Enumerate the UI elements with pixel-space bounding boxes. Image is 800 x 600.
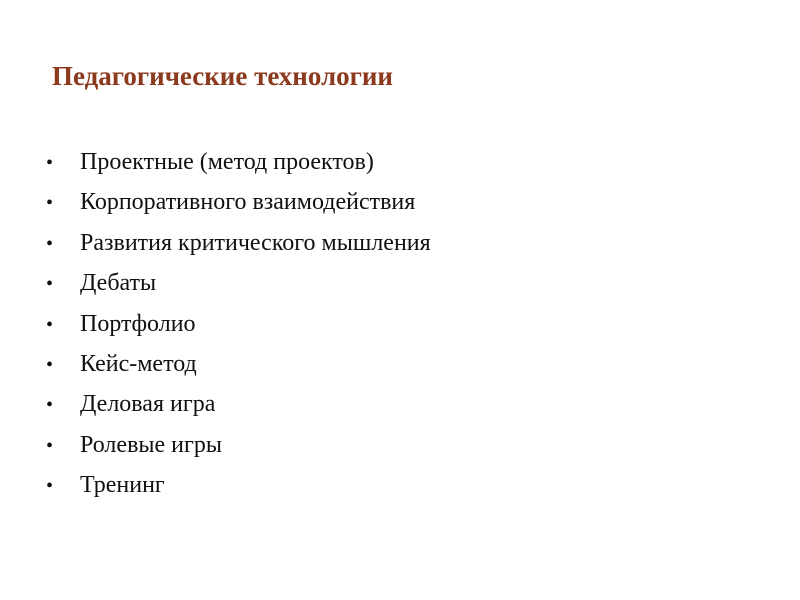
list-item-text: Портфолио — [80, 310, 196, 337]
bullet-dot-icon: • — [46, 434, 54, 457]
list-item — [46, 344, 431, 384]
bullet-dot-icon: • — [46, 394, 54, 417]
list-item-text: Ролевые игры — [80, 431, 222, 458]
list-item — [46, 465, 431, 505]
bullet-dot-icon: • — [46, 152, 54, 174]
bullet-dot-icon: • — [46, 192, 54, 215]
list-item-text: Кейс-метод — [80, 350, 197, 377]
bullet-list — [46, 142, 431, 506]
list-item — [46, 142, 431, 182]
bullet-dot-icon: • — [46, 313, 54, 336]
bullet-dot-icon: • — [46, 232, 54, 255]
bullet-dot-icon: • — [46, 273, 54, 296]
list-item — [46, 425, 431, 465]
list-item-text: Тренинг — [80, 472, 165, 499]
list-item-text: Развития критического мышления — [80, 229, 431, 256]
bullet-dot-icon: • — [46, 353, 54, 376]
list-item-text: Деловая игра — [80, 391, 216, 418]
list-item — [46, 304, 431, 344]
list-item-text: Корпоративного взаимодействия — [80, 189, 416, 216]
slide-title: Педагогические технологии — [52, 61, 393, 91]
list-item — [46, 182, 431, 222]
list-item — [46, 263, 431, 303]
list-item — [46, 223, 431, 263]
list-item-text: Проектные (метод проектов) — [80, 149, 374, 175]
bullet-dot-icon: • — [46, 475, 54, 498]
list-item-text: Дебаты — [80, 270, 157, 297]
list-item — [46, 384, 431, 424]
